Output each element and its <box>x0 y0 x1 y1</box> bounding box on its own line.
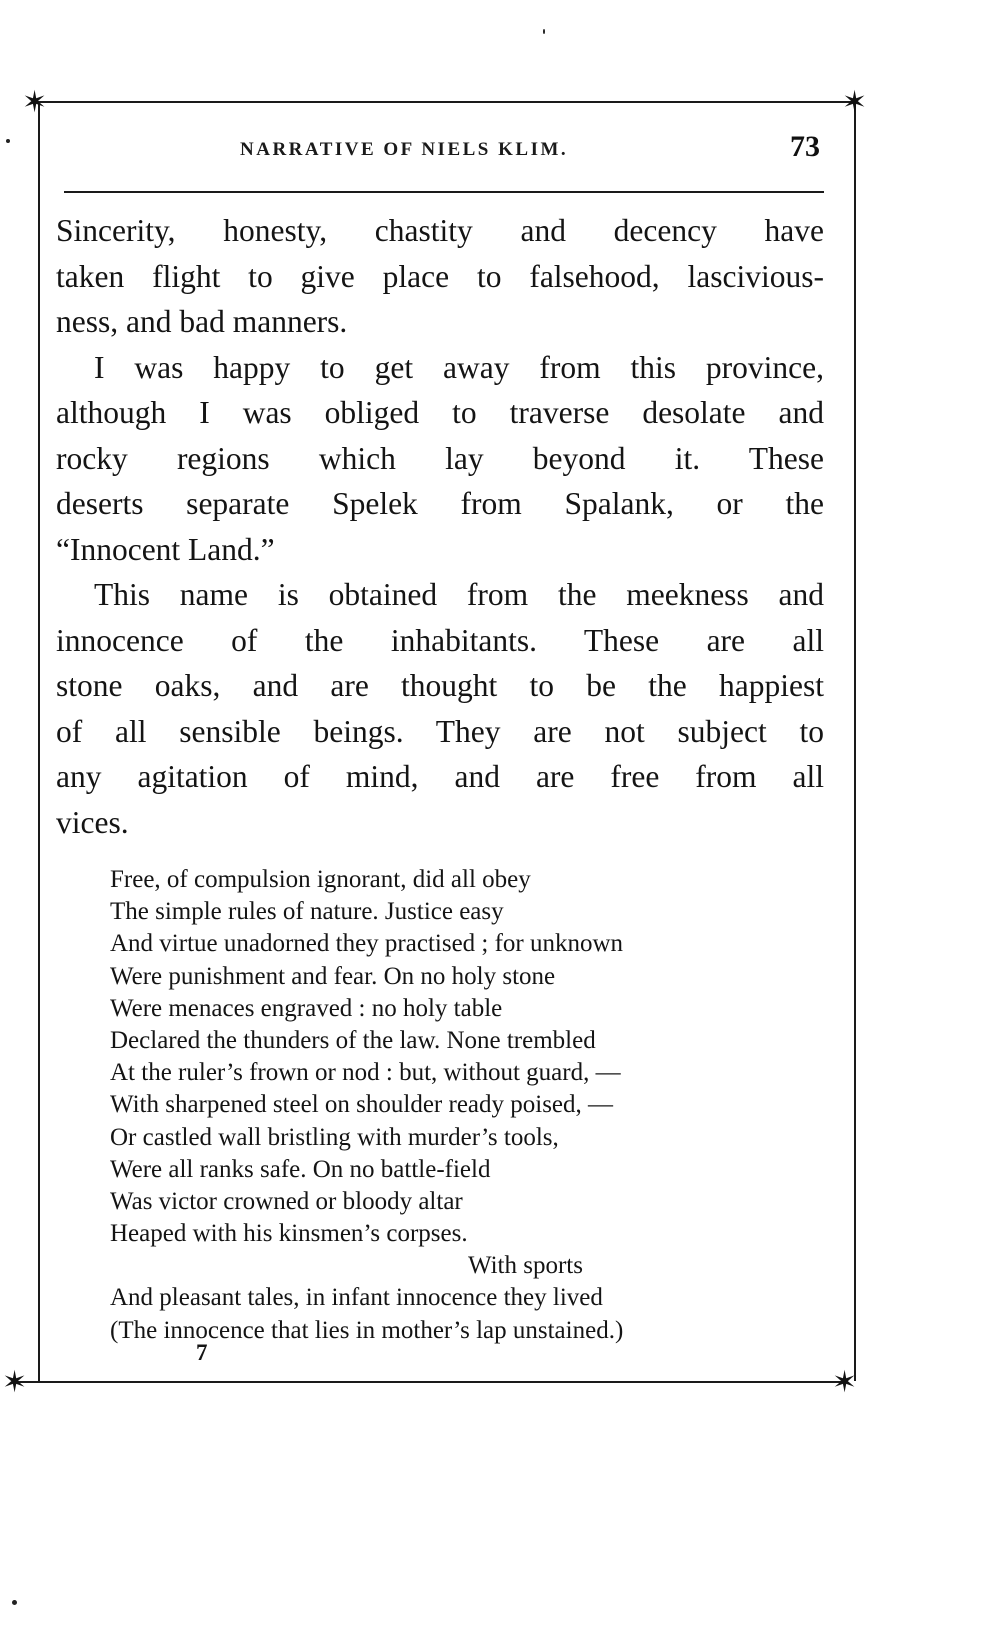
verse-line: With sharpened steel on shoulder ready poised, — <box>110 1091 614 1119</box>
paper-speck <box>543 29 545 34</box>
verse-line: Declared the thunders of the law. None trembled <box>110 1026 596 1054</box>
text-line: stone oaks, and are thought to be the happiest <box>56 668 824 703</box>
text-line: deserts separate Spelek from Spalank, or the <box>56 486 824 521</box>
verse-line: The simple rules of nature. Justice easy <box>110 898 504 926</box>
text-line: I was happy to get away from this province, <box>94 349 824 385</box>
page-number: 73 <box>790 130 820 163</box>
prose-block <box>56 208 824 845</box>
header-rule <box>64 191 824 193</box>
text-line: Sincerity, honesty, chastity and decency have <box>56 213 824 248</box>
corner-star-icon: ✶ <box>832 1365 858 1400</box>
verse-line: And virtue unadorned they practised ; for unknown <box>110 930 624 958</box>
text-line: “Innocent Land.” <box>56 531 275 567</box>
corner-star-icon: ✶ <box>2 1365 28 1400</box>
text-line: This name is obtained from the meekness and <box>94 577 824 612</box>
text-line: ness, and bad manners. <box>56 304 348 339</box>
corner-star-icon: ✶ <box>842 85 868 120</box>
verse-line: Were all ranks safe. On no battle-field <box>110 1155 491 1183</box>
frame-left-rule <box>38 103 40 1381</box>
frame-top-rule <box>36 101 856 103</box>
text-line: taken flight to give place to falsehood, lascivious- <box>56 258 824 294</box>
text-line: rocky regions which lay beyond it. These <box>56 440 824 476</box>
frame-right-rule <box>854 103 856 1381</box>
verse-line: Heaped with his kinsmen’s corpses. <box>110 1220 468 1248</box>
verse-line: At the ruler’s frown or nod : but, without guard, — <box>110 1059 621 1087</box>
verse-line: With sports <box>468 1252 583 1280</box>
paper-speck <box>6 139 10 143</box>
verse-line: Free, of compulsion ignorant, did all obey <box>110 866 531 893</box>
text-line: although I was obliged to traverse desolate and <box>56 395 824 430</box>
verse-block <box>110 864 830 1347</box>
running-title: NARRATIVE OF NIELS KLIM. <box>240 139 569 160</box>
verse-line: And pleasant tales, in infant innocence they lived <box>110 1284 603 1312</box>
verse-line: Or castled wall bristling with murder’s tools, <box>110 1123 559 1151</box>
text-line: vices. <box>56 804 129 840</box>
frame-bottom-rule <box>14 1381 844 1383</box>
text-line: of all sensible beings. They are not subject to <box>56 713 824 749</box>
verse-line: (The innocence that lies in mother’s lap unstained.) <box>110 1316 624 1344</box>
verse-line: Was victor crowned or bloody altar <box>110 1187 463 1215</box>
verse-line: Were punishment and fear. On no holy stone <box>110 962 556 990</box>
signature-mark: 7 <box>196 1340 208 1365</box>
verse-line: Were menaces engraved : no holy table <box>110 994 503 1022</box>
corner-star-icon: ✶ <box>22 85 48 120</box>
text-line: any agitation of mind, and are free from all <box>56 759 824 794</box>
text-line: innocence of the inhabitants. These are all <box>56 622 824 658</box>
paper-speck <box>12 1600 17 1605</box>
